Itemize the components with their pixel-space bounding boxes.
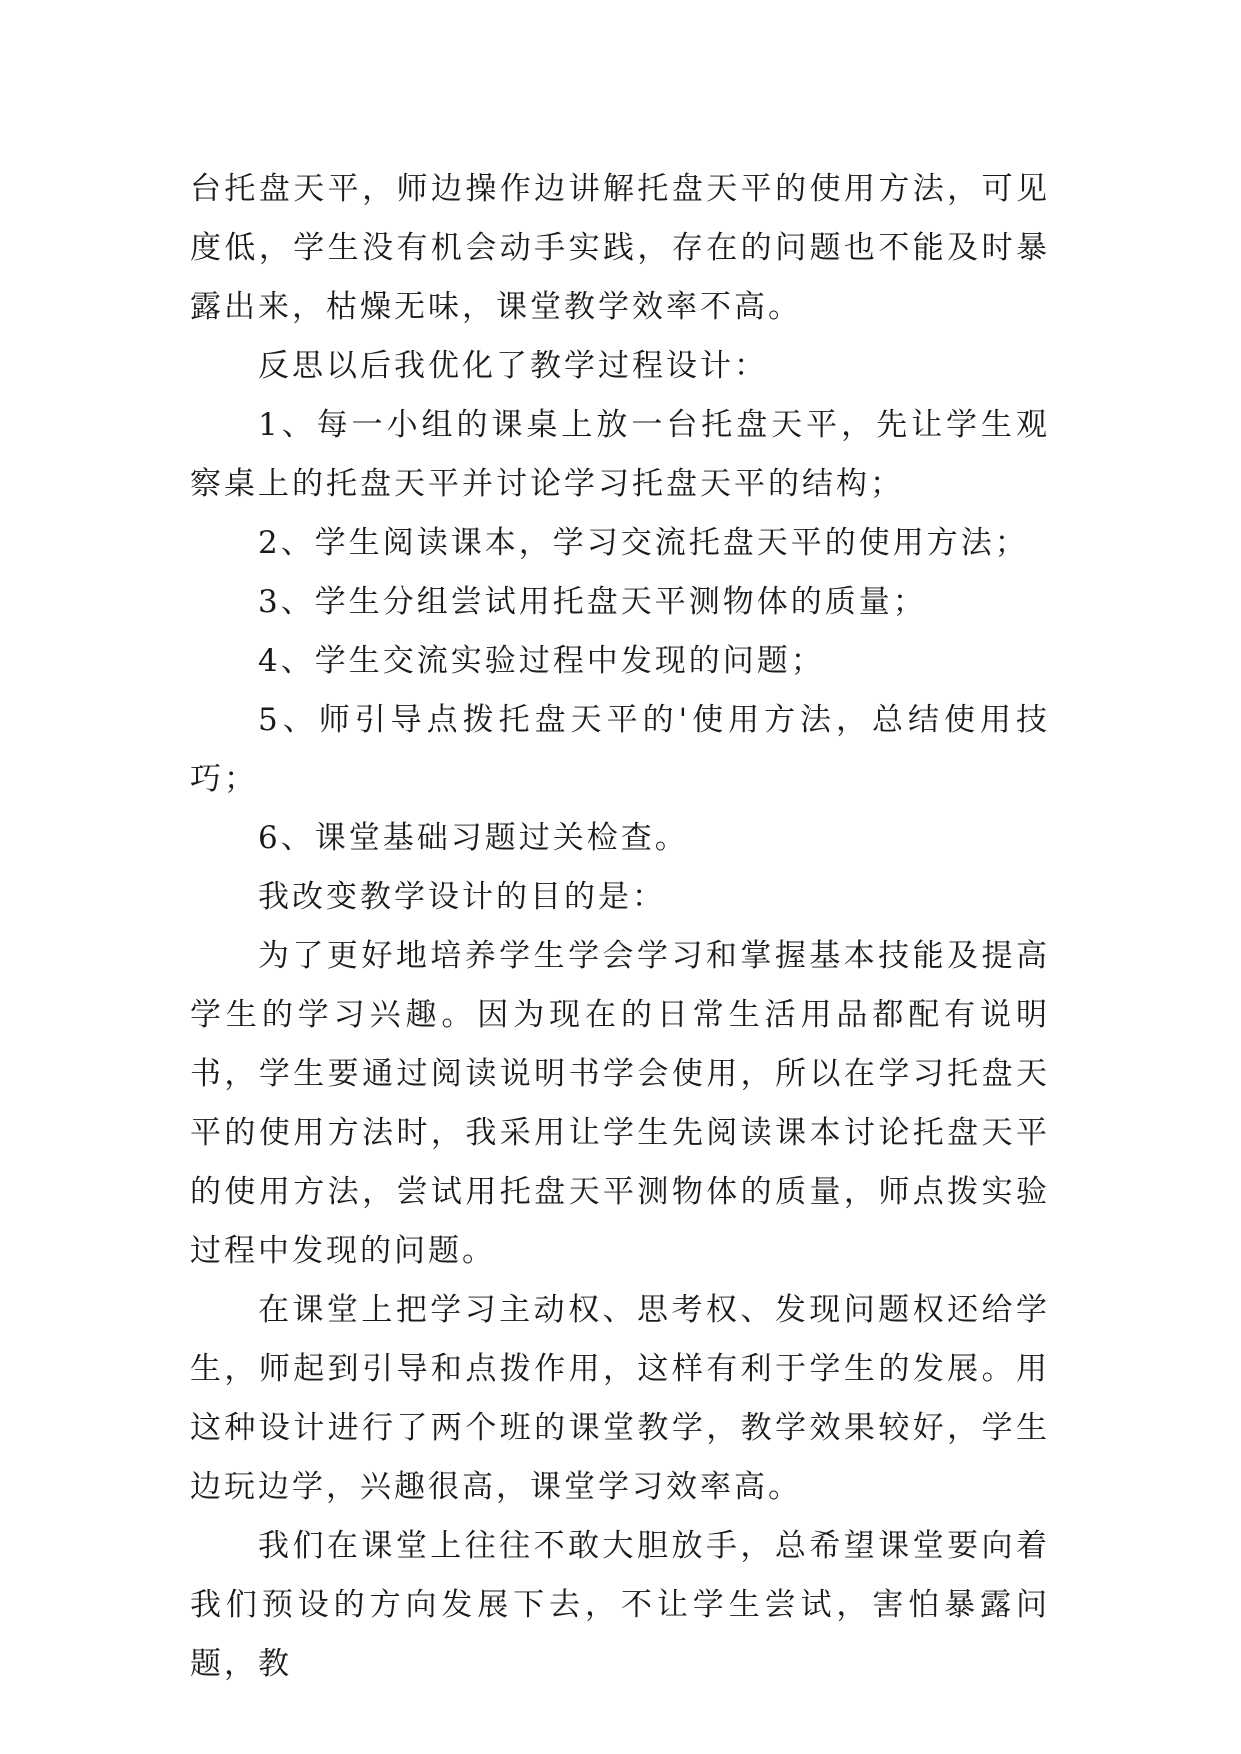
document-body bbox=[190, 160, 1050, 1694]
list-item: 6、课堂基础习题过关检查。 bbox=[258, 820, 689, 856]
list-item: 4、学生交流实验过程中发现的问题； bbox=[258, 643, 825, 679]
paragraph: 反思以后我优化了教学过程设计： bbox=[258, 348, 768, 384]
paragraph: 台托盘天平，师边操作边讲解托盘天平的使用方法，可见度低，学生没有机会动手实践，存在的问题也不能及时暴露出来，枯燥无味，课堂教学效率不高。 bbox=[190, 171, 1050, 325]
paragraph: 我改变教学设计的目的是： bbox=[258, 879, 666, 915]
list-item: 5、师引导点拨托盘天平的'使用方法，总结使用技巧； bbox=[190, 702, 1050, 797]
paragraph: 在课堂上把学习主动权、思考权、发现问题权还给学生，师起到引导和点拨作用，这样有利于学生的发展。用这种设计进行了两个班的课堂教学，教学效果较好，学生边玩边学，兴趣很高，课堂学习效率高。 bbox=[190, 1292, 1050, 1505]
paragraph: 为了更好地培养学生学会学习和掌握基本技能及提高学生的学习兴趣。因为现在的日常生活用品都配有说明书，学生要通过阅读说明书学会使用，所以在学习托盘天平的使用方法时，我采用让学生先阅读课本讨论托盘天平的使用方法，尝试用托盘天平测物体的质量，师点拨实验过程中发现的问题。 bbox=[190, 938, 1050, 1269]
paragraph: 我们在课堂上往往不敢大胆放手，总希望课堂要向着我们预设的方向发展下去，不让学生尝试，害怕暴露问题，教 bbox=[190, 1528, 1050, 1682]
list-item: 2、学生阅读课本，学习交流托盘天平的使用方法； bbox=[258, 525, 1029, 561]
list-item: 3、学生分组尝试用托盘天平测物体的质量； bbox=[258, 584, 927, 620]
list-item: 1、每一小组的课桌上放一台托盘天平，先让学生观察桌上的托盘天平并讨论学习托盘天平的结构； bbox=[190, 407, 1050, 502]
